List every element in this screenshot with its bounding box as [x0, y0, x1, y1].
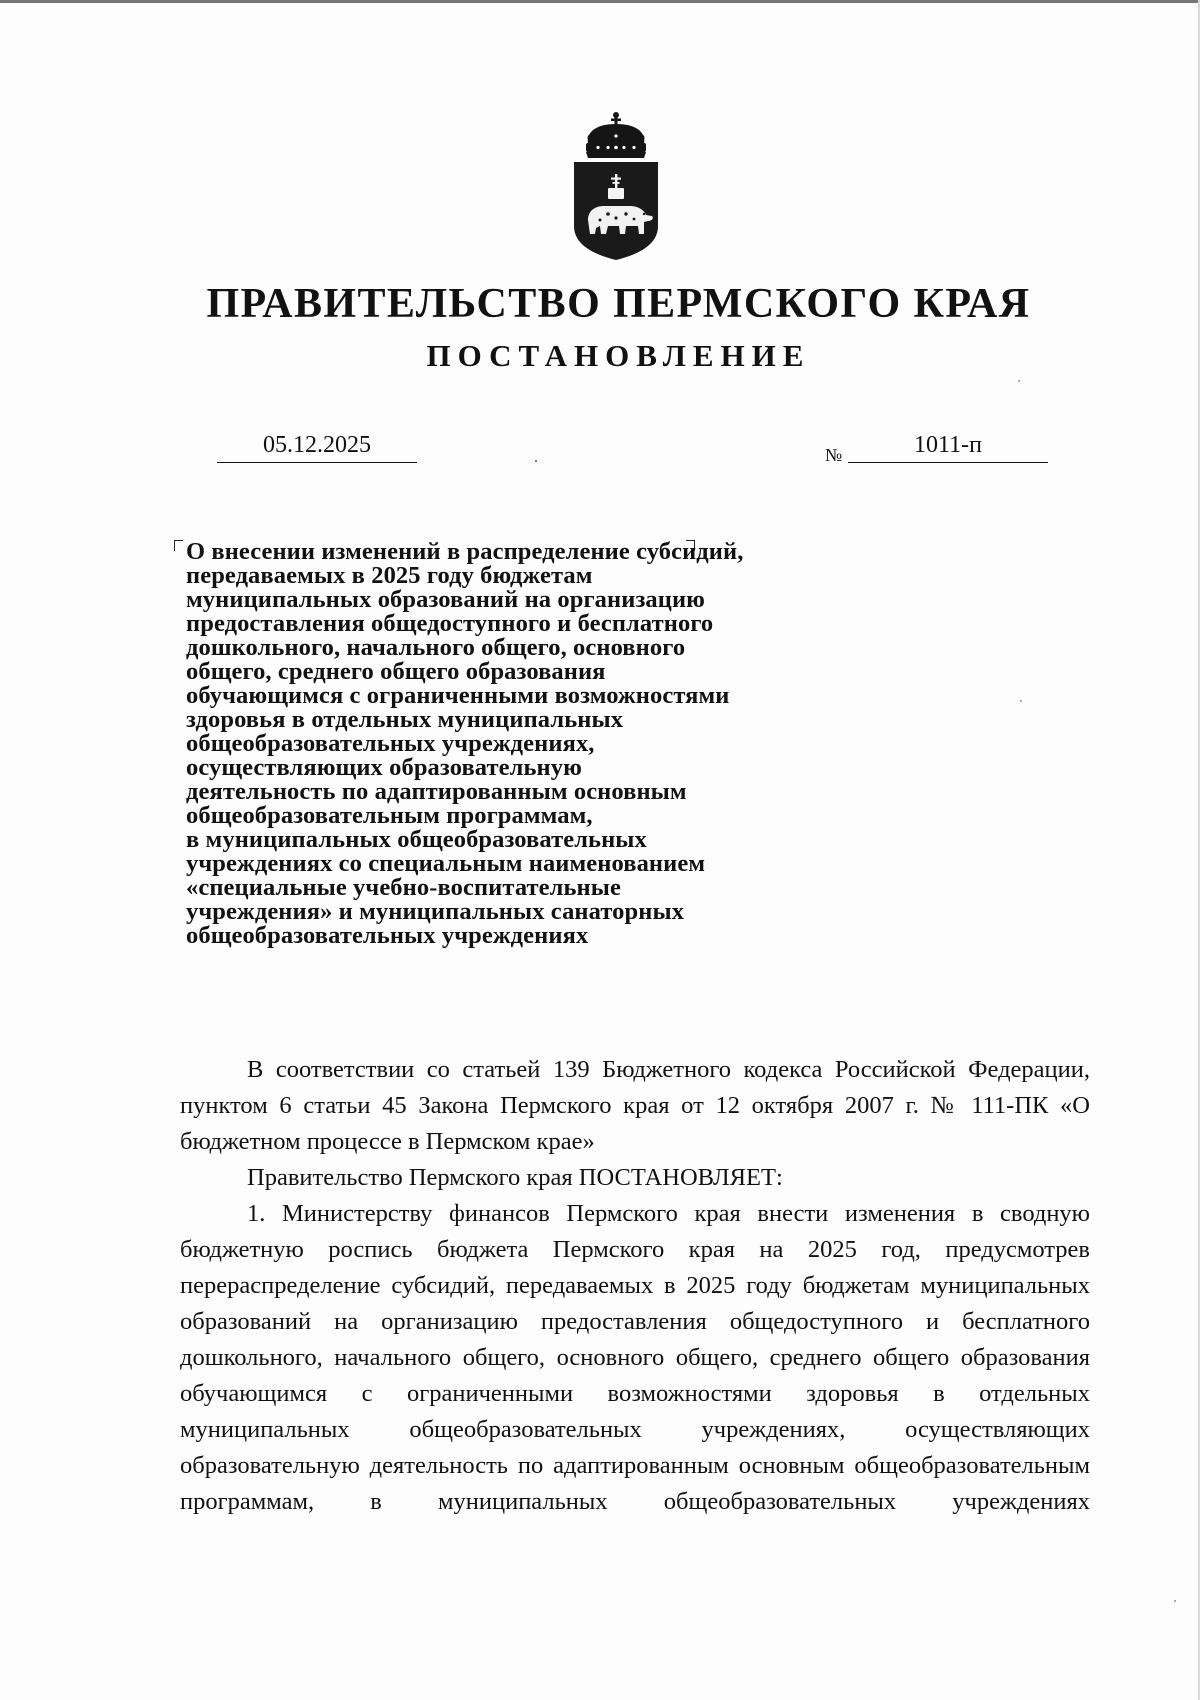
- document-type: ПОСТАНОВЛЕНИЕ: [426, 338, 811, 373]
- subject-line: передаваемых в 2025 году бюджетам: [186, 562, 593, 589]
- scan-speck: [1018, 380, 1020, 382]
- body-paragraph-item-1: 1. Министерству финансов Пермского края внести изменения в сводную бюджетную роспись бюджета Пермского края на 2025 год, предусмотрев перераспределение субсидий, передаваемых в 2025 году бюджетам муниципальных образований на организацию предоставления общедоступного и бесплатного дошкольного, начального общего, основного общего, среднего общего образования обучающимся с ограниченными возможностями здоровья в отдельных муниципальных общеобразовательных учреждениях, осуществляющих образовательную деятельность по адаптированным основным общеобразовательным программам, в муниципальных общеобразовательных учреждениях: [180, 1200, 1090, 1515]
- scan-edge-top: [0, 0, 1200, 3]
- subject-line: обучающимся с ограниченными возможностями: [186, 682, 730, 709]
- subject-line: в муниципальных общеобразовательных: [186, 826, 647, 853]
- document-number: 1011-п: [848, 428, 1048, 463]
- scan-speck: [535, 460, 537, 462]
- perm-krai-coat-of-arms-icon: [568, 110, 664, 262]
- document-body: [180, 1052, 1090, 1520]
- subject-line: общеобразовательным программам,: [186, 802, 593, 829]
- subject-corner-mark-right: [686, 540, 695, 551]
- subject-line: деятельность по адаптированным основным: [186, 778, 687, 805]
- scan-speck: [1174, 1600, 1176, 1602]
- subject-line: предоставления общедоступного и бесплатного: [186, 610, 714, 637]
- subject-corner-mark-left: [174, 540, 183, 551]
- subject-line: О внесении изменений в распределение субсидий,: [186, 538, 744, 565]
- subject-line: дошкольного, начального общего, основного: [186, 634, 686, 661]
- subject-line: муниципальных образований на организацию: [186, 586, 706, 613]
- document-date: 05.12.2025: [217, 428, 417, 463]
- subject-line: учреждениях со специальным наименованием: [186, 850, 706, 877]
- subject-line: общеобразовательных учреждениях,: [186, 730, 595, 757]
- document-subject: [186, 540, 836, 948]
- subject-line: учреждения» и муниципальных санаторных: [186, 898, 685, 925]
- body-paragraph-resolution: Правительство Пермского края ПОСТАНОВЛЯЕТ:: [247, 1164, 783, 1191]
- subject-line: здоровья в отдельных муниципальных: [186, 706, 624, 733]
- document-number-sign: №: [825, 445, 843, 465]
- body-paragraph-legal-basis: В соответствии со статьей 139 Бюджетного кодекса Российской Федерации, пунктом 6 статьи 45 Закона Пермского края от 12 октября 2007 г. № 111-ПК «О бюджетном процессе в Пермском крае»: [180, 1056, 1090, 1155]
- subject-line: «специальные учебно-воспитательные: [186, 874, 621, 901]
- scan-speck: [1020, 700, 1022, 702]
- subject-line: общего, среднего общего образования: [186, 658, 606, 685]
- subject-line: общеобразовательных учреждениях: [186, 922, 589, 949]
- subject-line: осуществляющих образовательную: [186, 754, 582, 781]
- organization-title: ПРАВИТЕЛЬСТВО ПЕРМСКОГО КРАЯ: [206, 281, 1031, 327]
